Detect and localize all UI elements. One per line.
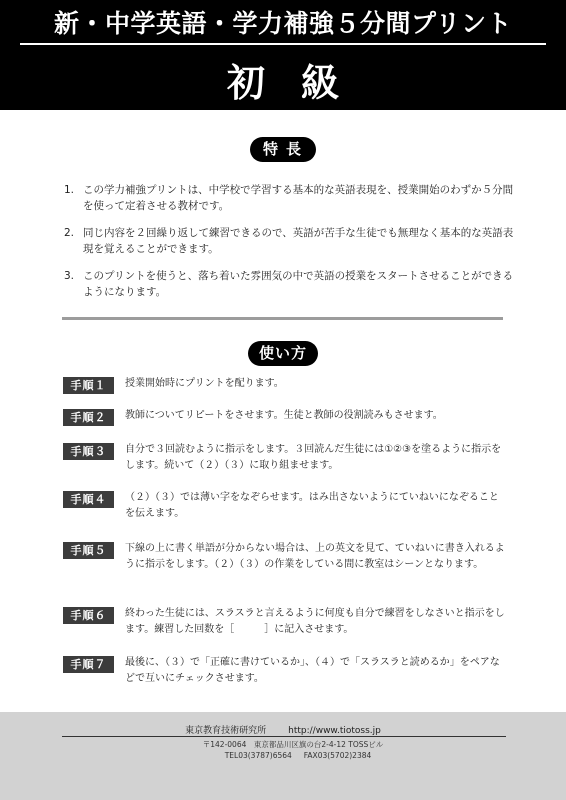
feature-item xyxy=(64,182,514,214)
step-text: 授業開始時にプリントを配ります。 xyxy=(125,378,284,389)
step-text: 教師についてリピートをさせます。生徒と教師の役割読みもさせます。 xyxy=(125,410,443,421)
step-label: 手順７ xyxy=(63,656,114,673)
step-text: 自分で３回読むように指示をします。３回読んだ生徒には①②③を塗るように指示をします。続いて（２）（３）に取り組ませます。 xyxy=(125,444,502,471)
step-3 xyxy=(63,442,507,474)
fax-number: FAX03(5702)2384 xyxy=(303,751,372,760)
usage-heading: 使い方 xyxy=(248,341,318,366)
phone-number: TEL03(3787)6564 xyxy=(224,751,292,760)
website-url: http://www.tiotoss.jp xyxy=(288,726,381,736)
feature-text: この学力補強プリントは、中学校で学習する基本的な英語表現を、授業開始のわずか５分間を使って定着させる教材です。 xyxy=(83,184,514,212)
footer xyxy=(0,712,566,800)
step-label: 手順２ xyxy=(63,409,114,426)
features-list xyxy=(64,182,514,311)
feature-item xyxy=(64,225,514,257)
step-5 xyxy=(63,541,507,573)
section-divider xyxy=(62,317,503,320)
step-text: （２）（３）では薄い字をなぞらせます。はみ出さないようにていねいになぞることを伝えます。 xyxy=(125,492,499,519)
footer-rule xyxy=(62,736,506,737)
header-banner xyxy=(0,0,566,110)
feature-text: このプリントを使うと、落ち着いた雰囲気の中で英語の授業をスタートさせることができるようになります。 xyxy=(83,270,514,298)
feature-number: 2. xyxy=(64,227,75,239)
footer-line-1 xyxy=(0,723,566,736)
step-7 xyxy=(63,655,507,687)
org-name: 東京教育技術研究所 xyxy=(185,726,267,736)
step-label: 手順５ xyxy=(63,542,114,559)
step-label: 手順４ xyxy=(63,491,114,508)
header-divider xyxy=(20,43,546,45)
feature-number: 3. xyxy=(64,270,75,282)
step-2 xyxy=(63,408,507,426)
step-1 xyxy=(63,376,507,394)
step-4 xyxy=(63,490,507,522)
step-6 xyxy=(63,606,507,638)
step-text: 下線の上に書く単語が分からない場合は、上の英文を見て、ていねいに書き入れるように指示をします。（２）（３）の作業をしている間に教室はシーンとなります。 xyxy=(125,543,505,570)
series-title: 新・中学英語・学力補強５分間プリント xyxy=(53,9,512,38)
footer-contact xyxy=(0,751,566,760)
feature-item xyxy=(64,268,514,300)
postal-address: 〒142-0064 東京都品川区旗の台2-4-12 TOSSビル xyxy=(202,740,384,749)
step-text: 最後に、（３）で「正確に書けているか」、（４）で「スラスラと読めるか」をペアなどで互いにチェックさせます。 xyxy=(125,657,500,684)
feature-text: 同じ内容を２回繰り返して練習できるので、英語が苦手な生徒でも無理なく基本的な英語表現を覚えることができます。 xyxy=(83,227,514,255)
features-heading: 特長 xyxy=(250,137,316,162)
step-label: 手順６ xyxy=(63,607,114,624)
step-text: 終わった生徒には、スラスラと言えるように何度も自分で練習をしなさいと指示をします。練習した回数を［ ］に記入させます。 xyxy=(125,608,505,635)
step-label: 手順３ xyxy=(63,443,114,460)
level-title: 初級 xyxy=(226,61,375,105)
step-label: 手順１ xyxy=(63,377,114,394)
feature-number: 1. xyxy=(64,184,75,196)
